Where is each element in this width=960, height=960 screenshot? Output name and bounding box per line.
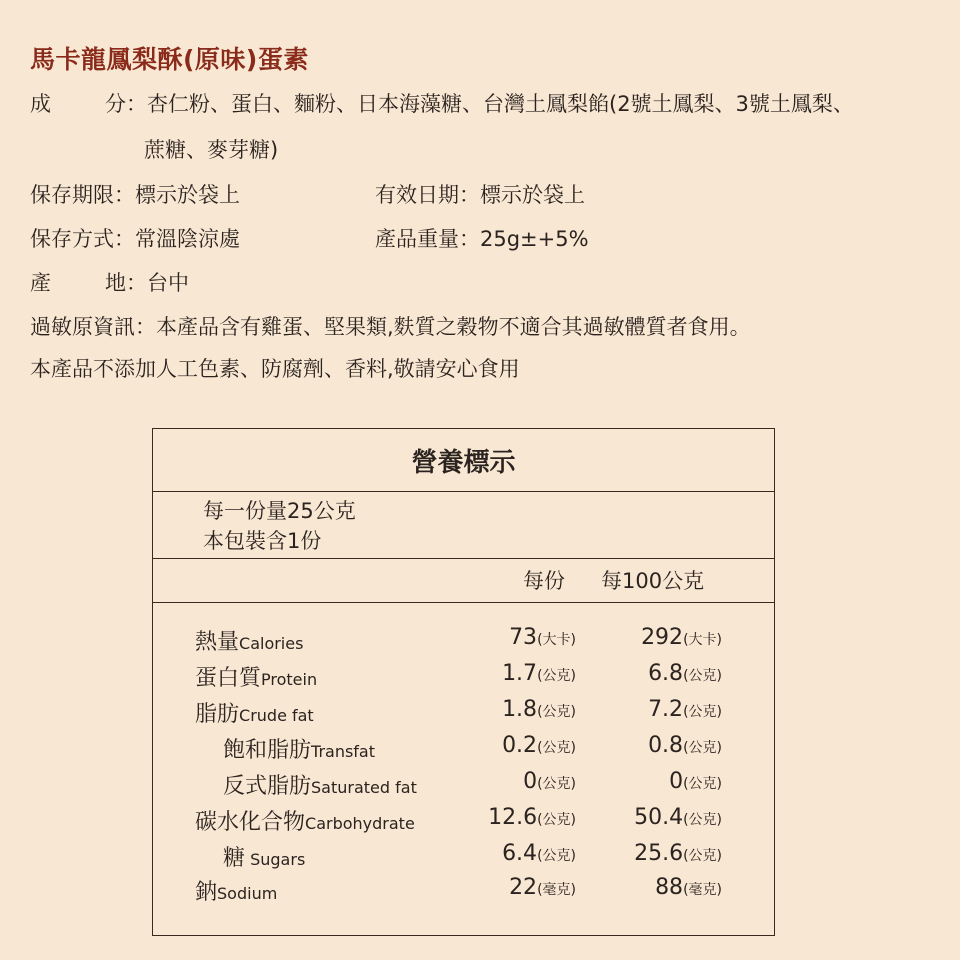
nutrient-name-zh: 脂肪 xyxy=(195,702,240,727)
nutrition-row xyxy=(153,697,774,731)
value-number: 0.2 xyxy=(502,733,538,758)
nutrition-row xyxy=(153,733,774,767)
product-title: 馬卡龍鳳梨酥(原味)蛋素 xyxy=(30,45,309,74)
value-unit: (公克) xyxy=(683,812,722,828)
origin-label-a: 產 xyxy=(30,271,51,295)
value-number: 0.8 xyxy=(648,733,684,758)
value-number: 7.2 xyxy=(648,697,684,722)
value-per-serving xyxy=(523,769,576,794)
value-number: 0 xyxy=(523,769,538,794)
value-unit: (公克) xyxy=(683,668,722,684)
nutrition-row xyxy=(153,625,774,659)
value-unit: (公克) xyxy=(537,776,576,792)
value-number: 1.8 xyxy=(502,697,538,722)
nutrient-name xyxy=(223,841,305,872)
value-per-100g xyxy=(634,805,722,830)
nutrition-row xyxy=(153,841,774,875)
origin xyxy=(30,268,189,298)
nutrient-name-en: Sugars xyxy=(245,850,306,869)
value-per-100g xyxy=(634,841,722,866)
nutrient-name xyxy=(195,875,277,906)
value-per-100g xyxy=(669,769,722,794)
value-unit: (公克) xyxy=(683,704,722,720)
value-per-100g xyxy=(655,875,722,900)
nutrient-name xyxy=(195,805,415,836)
nutrient-name-zh: 蛋白質 xyxy=(195,666,262,691)
nutrient-name-zh: 鈉 xyxy=(195,880,218,905)
nutrient-name-en: Transfat xyxy=(311,742,376,761)
value-per-serving xyxy=(502,841,576,866)
ingredients-line-1 xyxy=(30,89,854,119)
nutrition-row xyxy=(153,769,774,803)
value-unit: (大卡) xyxy=(683,632,722,648)
nutrient-name-zh: 反式脂肪 xyxy=(223,774,312,799)
product-weight: 產品重量：25g±+5% xyxy=(375,227,589,251)
value-per-serving xyxy=(502,733,576,758)
value-per-serving xyxy=(488,805,576,830)
nutrition-title: 營養標示 xyxy=(153,429,774,492)
value-number: 73 xyxy=(509,625,538,650)
value-per-serving xyxy=(509,875,576,900)
nutrient-name-en: Calories xyxy=(239,634,304,653)
value-unit: (大卡) xyxy=(537,632,576,648)
value-unit: (公克) xyxy=(683,848,722,864)
nutrition-row xyxy=(153,805,774,839)
value-per-100g xyxy=(648,733,722,758)
value-number: 88 xyxy=(655,875,684,900)
nutrient-name-en: Crude fat xyxy=(239,706,314,725)
serving-size: 每一份量25公克 xyxy=(203,499,356,523)
ingredients-label-b: 分： xyxy=(105,92,147,116)
nutrient-name-zh: 飽和脂肪 xyxy=(223,738,312,763)
value-number: 6.8 xyxy=(648,661,684,686)
value-number: 0 xyxy=(669,769,684,794)
serving-info xyxy=(153,492,774,559)
value-number: 6.4 xyxy=(502,841,538,866)
value-unit: (毫克) xyxy=(537,882,576,898)
value-unit: (毫克) xyxy=(683,882,722,898)
column-headers xyxy=(153,559,774,603)
shelf-life: 保存期限：標示於袋上 xyxy=(30,183,240,207)
additives-info: 本產品不添加人工色素、防腐劑、香料,敬請安心食用 xyxy=(30,357,520,381)
nutrition-row xyxy=(153,875,774,909)
nutrient-name-en: Protein xyxy=(261,670,318,689)
value-per-serving xyxy=(509,625,576,650)
value-number: 50.4 xyxy=(634,805,684,830)
nutrient-name xyxy=(195,625,303,656)
value-unit: (公克) xyxy=(537,704,576,720)
value-per-100g xyxy=(648,661,722,686)
origin-value: 台中 xyxy=(147,271,189,295)
value-unit: (公克) xyxy=(537,848,576,864)
value-number: 1.7 xyxy=(502,661,538,686)
allergen-info: 過敏原資訊：本產品含有雞蛋、堅果類,麩質之穀物不適合其過敏體質者食用。 xyxy=(30,315,751,339)
nutrient-name xyxy=(223,769,417,800)
nutrient-name-en: Saturated fat xyxy=(311,778,417,797)
value-unit: (公克) xyxy=(683,776,722,792)
nutrient-name-zh: 熱量 xyxy=(195,630,240,655)
value-per-100g xyxy=(641,625,722,650)
nutrition-row xyxy=(153,661,774,695)
value-unit: (公克) xyxy=(537,740,576,756)
value-number: 292 xyxy=(641,625,684,650)
expiry-date: 有效日期：標示於袋上 xyxy=(375,183,585,207)
origin-label-b: 地： xyxy=(105,271,147,295)
nutrient-name-en: Carbohydrate xyxy=(305,814,415,833)
ingredients-text-2: 蔗糖、麥芽糖) xyxy=(144,138,279,162)
value-number: 22 xyxy=(509,875,538,900)
ingredients-label-a: 成 xyxy=(30,92,51,116)
col-per-100g: 每100公克 xyxy=(601,569,705,593)
storage-method: 保存方式：常溫陰涼處 xyxy=(30,227,240,251)
value-per-100g xyxy=(648,697,722,722)
nutrient-name-zh: 糖 xyxy=(223,846,246,871)
nutrient-name xyxy=(195,661,317,692)
value-per-serving xyxy=(502,661,576,686)
servings-per-pack: 本包裝含1份 xyxy=(203,529,322,553)
nutrient-name xyxy=(195,697,314,728)
nutrition-table xyxy=(152,428,775,936)
value-per-serving xyxy=(502,697,576,722)
col-per-serving: 每份 xyxy=(523,569,565,593)
value-unit: (公克) xyxy=(537,812,576,828)
nutrient-name xyxy=(223,733,375,764)
ingredients-text-1: 杏仁粉、蛋白、麵粉、日本海藻糖、台灣土鳳梨餡(2號土鳳梨、3號土鳳梨、 xyxy=(147,92,854,116)
value-number: 12.6 xyxy=(488,805,538,830)
value-unit: (公克) xyxy=(537,668,576,684)
value-unit: (公克) xyxy=(683,740,722,756)
nutrient-name-en: Sodium xyxy=(217,884,278,903)
value-number: 25.6 xyxy=(634,841,684,866)
nutrient-name-zh: 碳水化合物 xyxy=(195,810,306,835)
